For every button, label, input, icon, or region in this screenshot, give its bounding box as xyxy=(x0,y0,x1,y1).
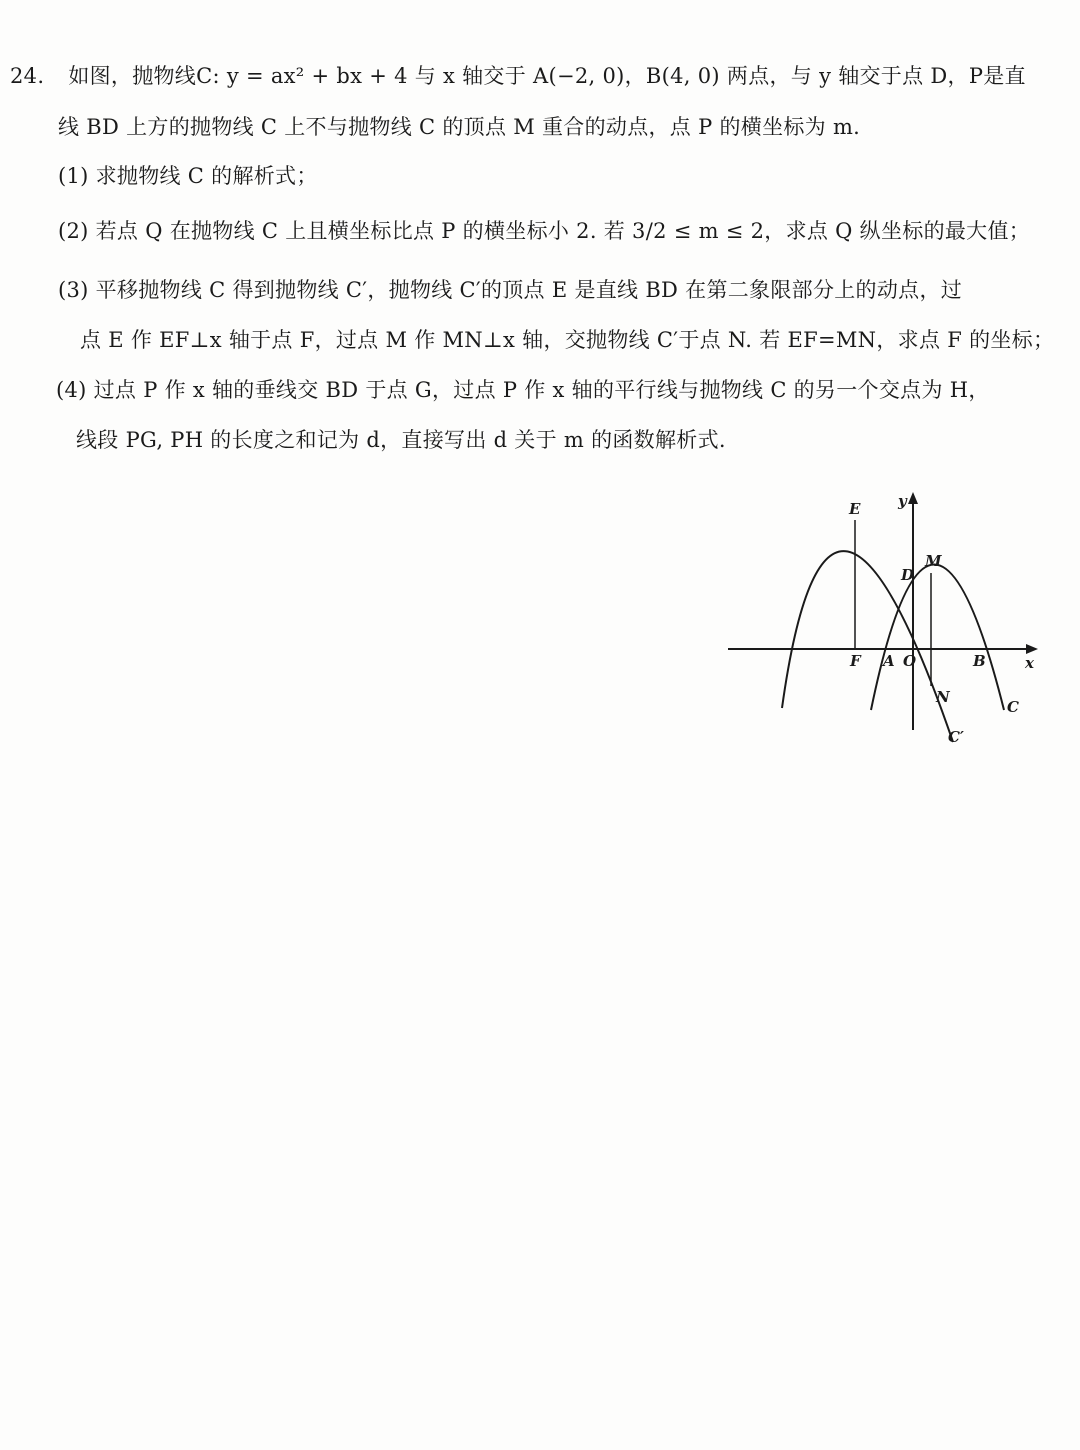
label-a: A xyxy=(883,652,895,670)
x-axis-arrow xyxy=(1026,644,1038,654)
question-3-line-1: (3) 平移抛物线 C 得到抛物线 C′，抛物线 C′的顶点 E 是直线 BD 在第二象限部分上的动点，过 xyxy=(58,278,963,302)
label-y: y xyxy=(898,492,907,510)
label-x: x xyxy=(1025,654,1034,672)
label-m: M xyxy=(925,552,942,570)
label-c-prime: C′ xyxy=(948,728,964,746)
problem-line-2: 线 BD 上方的抛物线 C 上不与抛物线 C 的顶点 M 重合的动点，点 P 的横坐标为 m. xyxy=(58,115,861,139)
label-d: D xyxy=(901,566,915,584)
problem-line-1 xyxy=(10,62,1026,90)
label-e: E xyxy=(849,500,861,518)
parabola-c-prime xyxy=(782,551,953,742)
y-axis-arrow xyxy=(908,492,918,504)
question-2: (2) 若点 Q 在抛物线 C 上且横坐标比点 P 的横坐标小 2. 若 3/2 ≤ m ≤ 2，求点 Q 纵坐标的最大值； xyxy=(58,219,1031,243)
label-f: F xyxy=(850,652,861,670)
label-b: B xyxy=(973,652,986,670)
problem-text-1: 如图，抛物线C: y = ax² + bx + 4 与 x 轴交于 A(−2, 0)，B(4, 0) 两点，与 y 轴交于点 D，P是直 xyxy=(68,64,1026,88)
question-4-line-2: 线段 PG, PH 的长度之和记为 d，直接写出 d 关于 m 的函数解析式. xyxy=(76,428,726,452)
label-c: C xyxy=(1007,698,1019,716)
label-o: O xyxy=(903,652,917,670)
question-4-line-1: (4) 过点 P 作 x 轴的垂线交 BD 于点 G，过点 P 作 x 轴的平行线与抛物线 C 的另一个交点为 H， xyxy=(56,378,990,402)
label-n: N xyxy=(936,688,950,706)
problem-number: 24. xyxy=(10,64,45,88)
question-1: (1) 求抛物线 C 的解析式； xyxy=(58,164,318,188)
question-3-line-2: 点 E 作 EF⊥x 轴于点 F，过点 M 作 MN⊥x 轴，交抛物线 C′于点 N. 若 EF=MN，求点 F 的坐标； xyxy=(80,328,1055,352)
parabola-figure xyxy=(720,480,1050,750)
